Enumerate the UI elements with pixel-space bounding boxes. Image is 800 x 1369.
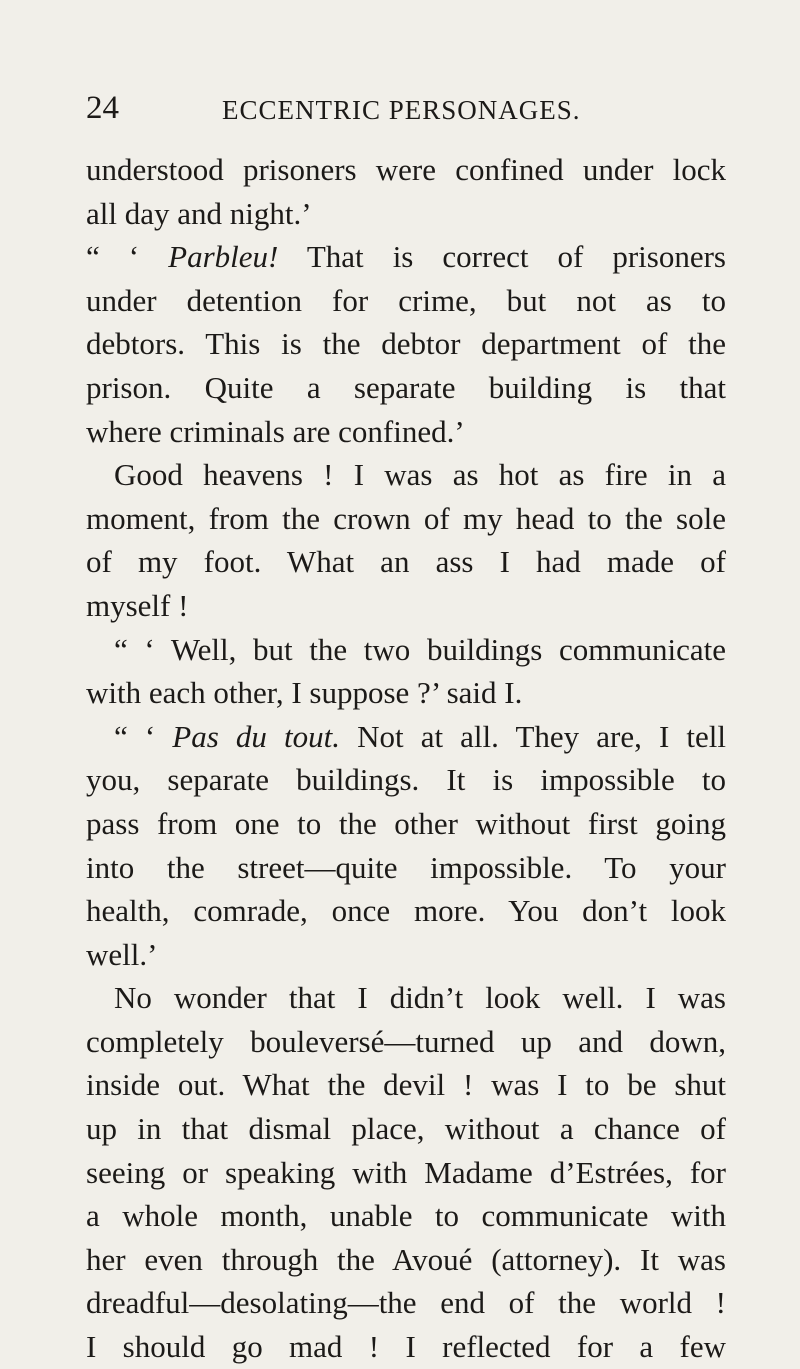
- text-line: [86, 1107, 726, 1151]
- line-italic-phrase: Pas du tout.: [172, 718, 340, 754]
- line-quote-mark: “ ‘: [114, 718, 173, 754]
- line-text: That is correct of prisoners: [278, 239, 726, 275]
- text-line: [86, 976, 726, 1020]
- body-text: [86, 148, 726, 1369]
- text-line: [86, 1194, 726, 1238]
- text-line: [86, 802, 726, 846]
- page-header: [86, 86, 726, 130]
- line-text: pass from one to the other without first going: [86, 805, 726, 841]
- page-number: 24: [86, 90, 119, 126]
- line-text: health, comrade, once more. You don’t look: [86, 893, 726, 929]
- line-quote-mark: “ ‘: [86, 239, 169, 275]
- line-text: myself !: [86, 587, 189, 623]
- line-text: completely bouleversé—turned up and down,: [86, 1023, 726, 1059]
- text-line: [86, 322, 726, 366]
- line-text: prison. Quite a separate building is that: [86, 369, 726, 405]
- line-text: Good heavens ! I was as hot as fire in a: [114, 457, 726, 493]
- text-line: [86, 715, 726, 759]
- line-text: you, separate buildings. It is impossible to: [86, 762, 726, 798]
- line-text: No wonder that I didn’t look well. I was: [114, 980, 726, 1016]
- line-text: understood prisoners were confined under lock: [86, 152, 726, 187]
- text-line: [86, 584, 726, 628]
- line-text: of my foot. What an ass I had made of: [86, 544, 726, 580]
- line-text: well.’: [86, 936, 158, 972]
- line-text: seeing or speaking with Madame d’Estrées, for: [86, 1154, 726, 1190]
- line-text: where criminals are confined.’: [86, 413, 465, 449]
- line-text: inside out. What the devil ! was I to be shut: [86, 1067, 726, 1103]
- text-line: [86, 235, 726, 279]
- text-line: [86, 540, 726, 584]
- line-text: into the street—quite impossible. To your: [86, 849, 726, 885]
- line-text: her even through the Avoué (attorney). It was: [86, 1241, 726, 1277]
- line-italic-phrase: Parbleu!: [168, 239, 279, 275]
- text-line: [86, 846, 726, 890]
- text-line: [86, 933, 726, 977]
- text-line: [86, 1281, 726, 1325]
- line-text: all day and night.’: [86, 195, 312, 231]
- line-text: a whole month, unable to communicate with: [86, 1198, 726, 1234]
- text-line: [86, 1020, 726, 1064]
- text-line: [86, 1063, 726, 1107]
- text-line: [86, 628, 726, 672]
- text-line: [86, 671, 726, 715]
- line-text: Not at all. They are, I tell: [339, 718, 726, 754]
- text-line: [86, 366, 726, 410]
- line-text: up in that dismal place, without a chance of: [86, 1111, 726, 1147]
- text-line: [86, 279, 726, 323]
- line-text: moment, from the crown of my head to the sole: [86, 500, 726, 536]
- text-line: [86, 192, 726, 236]
- text-line: [86, 1238, 726, 1282]
- text-line: [86, 410, 726, 454]
- text-line: [86, 1151, 726, 1195]
- text-line: [86, 148, 726, 192]
- line-text: I should go mad ! I reflected for a few: [86, 1329, 726, 1365]
- line-text: dreadful—desolating—the end of the world !: [86, 1285, 726, 1321]
- text-line: [86, 889, 726, 933]
- text-line: [86, 497, 726, 541]
- text-line: [86, 758, 726, 802]
- text-line: [86, 1325, 726, 1369]
- line-text: under detention for crime, but not as to: [86, 282, 726, 318]
- text-line: [86, 453, 726, 497]
- line-text: with each other, I suppose ?’ said I.: [86, 675, 523, 711]
- running-head: ECCENTRIC PERSONAGES.: [222, 95, 581, 125]
- line-text: debtors. This is the debtor department of the: [86, 326, 726, 362]
- line-text: “ ‘ Well, but the two buildings communicate: [114, 631, 726, 667]
